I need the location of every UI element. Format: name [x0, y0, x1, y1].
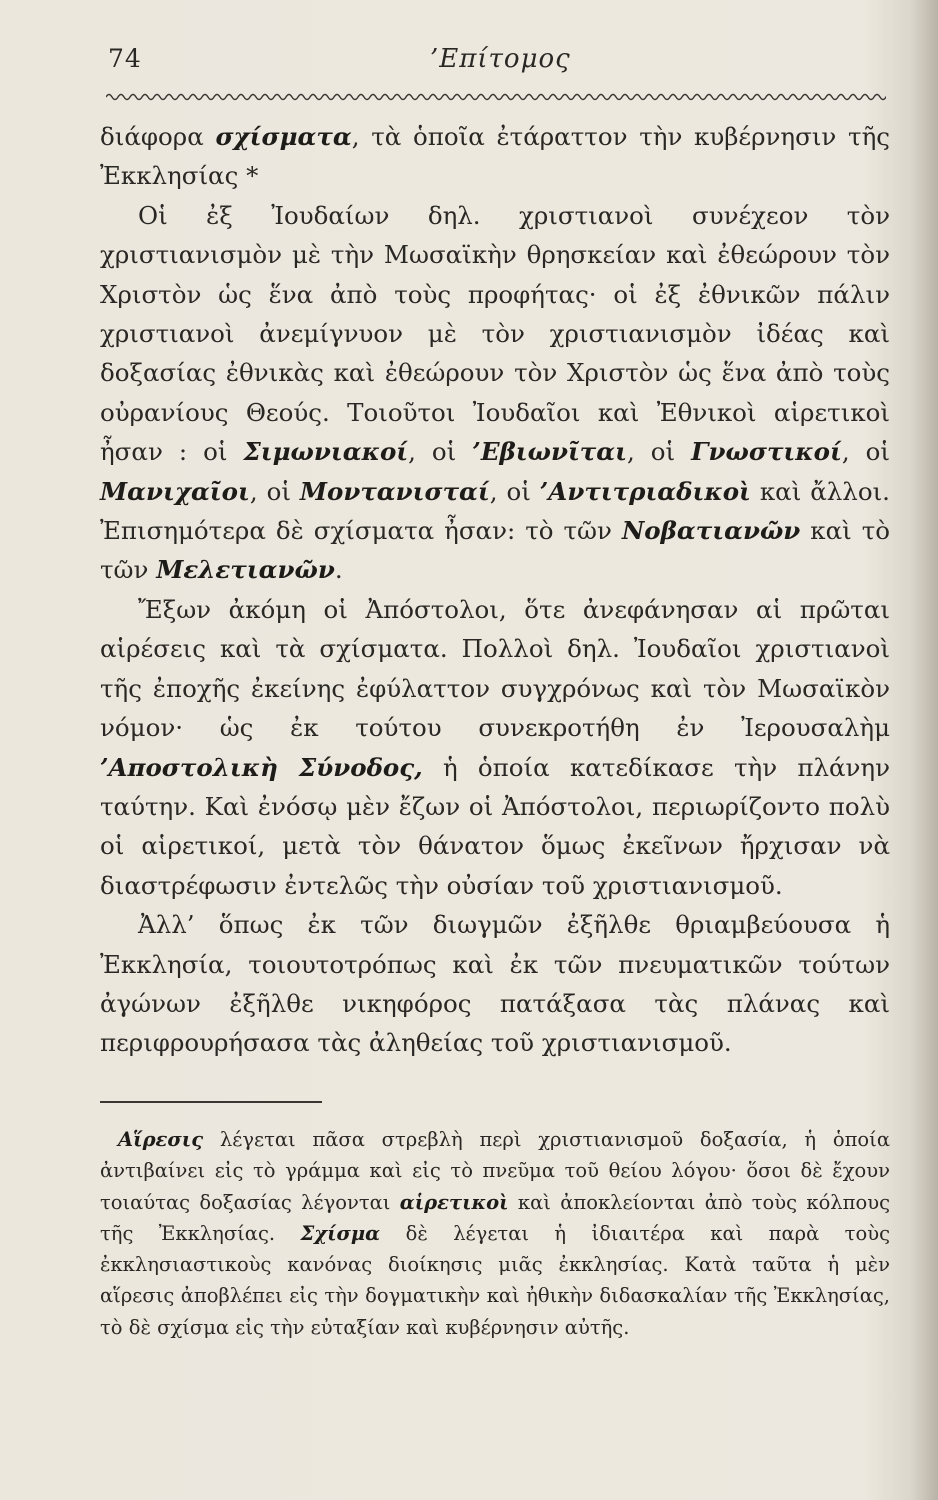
- bold-term: αἱρετικοὶ: [399, 1190, 509, 1214]
- text-span: Ἀλλ’ ὅπως ἐκ τῶν διωγμῶν ἐξῆλθε θριαμβεύουσα ἡ Ἐκκλησία, τοιουτοτρόπως καὶ ἐκ τῶν πνευματικῶν τούτων ἀγώνων ἐξῆλθε νικηφόρος πατάξασα τὰς πλάνας καὶ περιφρουρήσασα τὰς ἀληθείας τοῦ χριστιανισμοῦ.: [100, 910, 890, 1058]
- bold-term: Μανιχαῖοι: [100, 476, 250, 506]
- paragraph-4: [100, 905, 890, 1063]
- text-span: , οἱ: [408, 437, 473, 467]
- bold-term: Γνωστικοί: [691, 437, 842, 467]
- bold-term: σχίσματα: [215, 122, 352, 151]
- text-span: ἡ ὁποία κατεδίκασε τὴν πλάνην ταύτην. Καὶ ἐνόσῳ μὲν ἔζων οἱ Ἀπόστολοι, περιωρίζοντο πολὺ οἱ αἱρετικοί, μετὰ τὸν θάνατον ὅμως ἐκεῖνων ἤρχισαν νὰ διαστρέφωσιν ἐντελῶς τὴν οὐσίαν τοῦ χριστιανισμοῦ.: [100, 752, 890, 900]
- text-span: , οἱ: [489, 476, 540, 506]
- text-span: , τὰ ὁποῖα ἐτάραττον τὴν κυβέρνησιν τῆς Ἐκκλησίας *: [100, 122, 890, 191]
- bold-term: Αἵρεσις: [118, 1128, 204, 1151]
- page-header: [108, 44, 888, 84]
- paragraph-3: [100, 590, 890, 905]
- footnote-paragraph: [100, 1124, 890, 1343]
- text-span: , οἱ: [841, 437, 890, 467]
- footnote: [100, 1124, 890, 1343]
- bold-term: Μοντανισταί: [299, 476, 490, 506]
- bold-term: Μελετιανῶν: [156, 555, 335, 585]
- bold-term: ’Αντιτριαδικοὶ: [539, 476, 751, 506]
- text-span: καὶ ἀποκλείονται ἀπὸ τοὺς κόλπους τῆς Ἐκκλησίας.: [100, 1190, 890, 1245]
- text-span: .: [334, 555, 343, 585]
- text-span: Ἔξων ἀκόμη οἱ Ἀπόστολοι, ὅτε ἀνεφάνησαν αἱ πρῶται αἱρέσεις καὶ τὰ σχίσματα. Πολλοὶ δηλ. Ἰουδαῖοι χριστιανοὶ τῆς ἐποχῆς ἐκείνης ἐφύλαττον συγχρόνως καὶ τὸν Μωσαϊκὸν νόμον· ὡς ἐκ τούτου συνεκροτήθη ἐν Ἰερουσαλὴμ: [100, 594, 890, 743]
- paragraph-2: [100, 196, 890, 590]
- bold-term: Σιμωνιακοί: [243, 437, 409, 467]
- main-text: [100, 117, 890, 1063]
- paragraph-1: [100, 117, 890, 196]
- bold-term: Σχίσμα: [300, 1221, 381, 1245]
- bold-term: Νοβατιανῶν: [621, 516, 801, 546]
- text-span: δὲ λέγεται ἡ ἰδιαιτέρα καὶ παρὰ τοὺς ἐκκλησιαστικοὺς κανόνας διοίκησις μιᾶς ἐκκλησίας. Κατὰ ταῦτα ἡ μὲν αἵρεσις ἀποβλέπει εἰς τὴν δογματικὴν καὶ ἠθικὴν διδασκαλίαν τῆς Ἐκκλησίας, τὸ δὲ σχίσμα εἰς τὴν εὐταξίαν καὶ κυβέρνησιν αὐτῆς.: [100, 1221, 890, 1339]
- running-title: ’Επίτομος: [430, 44, 571, 74]
- footnote-divider: [100, 1101, 322, 1103]
- text-span: , οἱ: [249, 476, 300, 506]
- text-span: διάφορα: [100, 122, 216, 151]
- bold-term: ’Εβιωνῖται: [472, 437, 628, 467]
- page-number: 74: [108, 44, 142, 73]
- text-span: καὶ τὸ τῶν: [100, 516, 891, 585]
- bold-term: ’Αποστολικὴ Σύνοδος,: [100, 752, 423, 782]
- wavy-rule-divider: [106, 90, 886, 104]
- text-span: Οἱ ἐξ Ἰουδαίων δηλ. χριστιανοὶ συνέχεον τὸν χριστιανισμὸν μὲ τὴν Μωσαϊκὴν θρησκείαν καὶ ἐθεώρουν τὸν Χριστὸν ὡς ἕνα ἀπὸ τοὺς προφήτας· οἱ ἐξ ἐθνικῶν πάλιν χριστιανοὶ ἀνεμίγνυον μὲ τὸν χριστιανισμὸν ἰδέας καὶ δοξασίας ἐθνικὰς καὶ ἐθεώρουν τὸν Χριστὸν ὡς ἕνα ἀπὸ τοὺς οὐρανίους Θεούς. Τοιοῦτοι Ἰουδαῖοι καὶ Ἐθνικοὶ αἱρετικοὶ ἦσαν : οἱ: [100, 200, 890, 467]
- text-span: λέγεται πᾶσα στρεβλὴ περὶ χριστιανισμοῦ δοξασία, ἡ ὁποία ἀντιβαίνει εἰς τὸ γράμμα καὶ εἰς τὸ πνεῦμα τοῦ θείου λόγου· ὅσοι δὲ ἔχουν τοιαύτας δοξασίας λέγονται: [100, 1128, 890, 1214]
- text-span: καὶ ἄλλοι. Ἐπισημότερα δὲ σχίσματα ἦσαν: τὸ τῶν: [100, 476, 890, 546]
- text-span: , οἱ: [627, 437, 692, 467]
